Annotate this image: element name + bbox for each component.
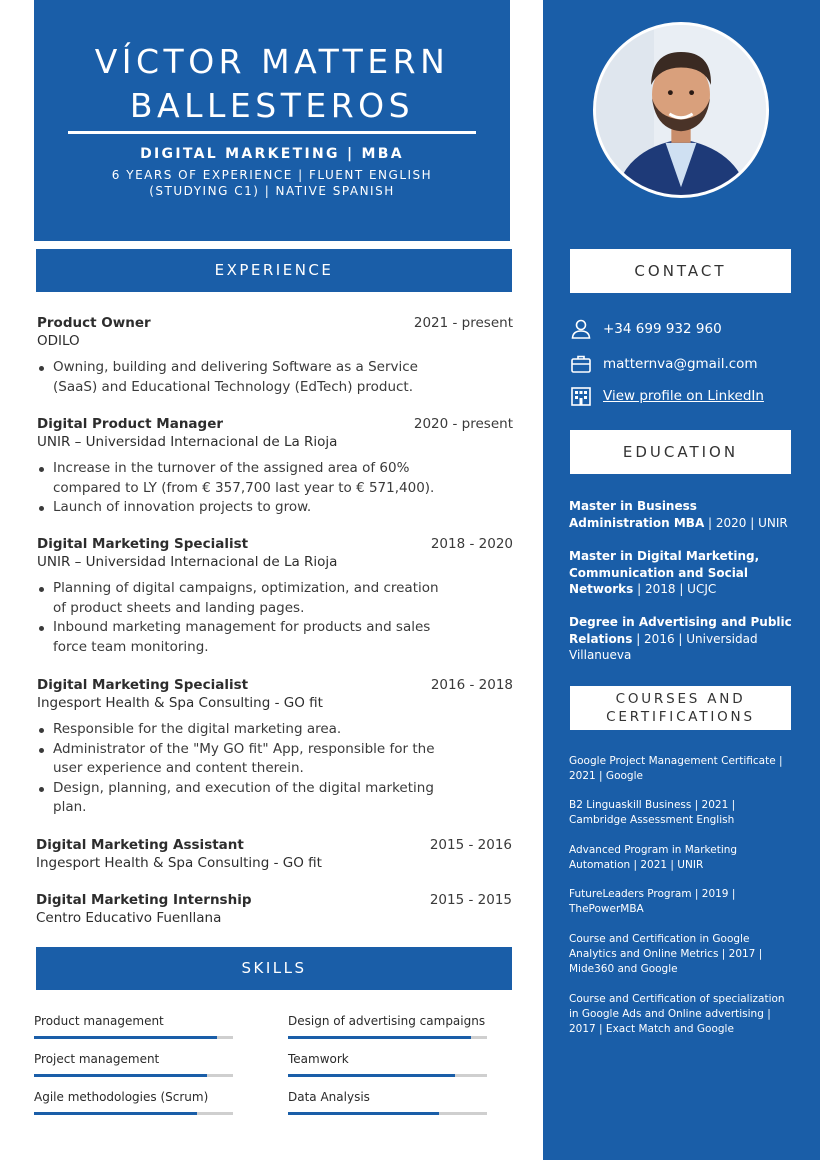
job-bullet: Planning of digital campaigns, optimization, and creation of product sheets and landing pages.: [37, 579, 447, 618]
course-item: Course and Certification of specialization in Google Ads and Online advertising | 2017 | Exact Match and Google: [569, 993, 785, 1035]
name-line-2: BALLESTEROS: [129, 86, 415, 125]
skill-bar-track: [288, 1074, 487, 1077]
job-date: 2020 - present: [413, 416, 513, 432]
job-organization: UNIR – Universidad Internacional de La Rioja: [37, 434, 338, 450]
degree-title: Degree in Advertising and Public Relations: [569, 615, 792, 646]
user-icon: [570, 318, 592, 340]
job-bullet: Launch of innovation projects to grow.: [37, 498, 447, 518]
skill-label: Project management: [34, 1052, 160, 1066]
experience-item: [37, 416, 513, 518]
skill-bar-track: [288, 1036, 487, 1039]
course-item: Advanced Program in Marketing Automation | 2021 | UNIR: [569, 844, 738, 871]
job-title: Digital Marketing Specialist: [37, 677, 249, 693]
skill-bar-track: [34, 1112, 233, 1115]
candidate-name: [34, 40, 510, 128]
job-title: Digital Product Manager: [37, 416, 224, 432]
job-organization: Centro Educativo Fuenllana: [36, 910, 222, 926]
job-title: Digital Marketing Internship: [36, 892, 252, 908]
degree-title: Master in Business Administration MBA: [569, 499, 705, 530]
skill-bar-fill: [34, 1036, 217, 1039]
skill-label: Data Analysis: [288, 1090, 370, 1104]
experience-item: [36, 837, 512, 871]
job-bullet: Increase in the turnover of the assigned area of 60% compared to LY (from € 357,700 last year to € 571,400).: [37, 459, 447, 498]
education-item: [569, 548, 794, 598]
job-title: Digital Marketing Specialist: [37, 536, 249, 552]
name-line-1: VÍCTOR MATTERN: [94, 42, 450, 81]
building-icon: [570, 385, 592, 407]
job-bullet: Administrator of the "My GO fit" App, responsible for the user experience and content therein.: [37, 740, 447, 779]
job-organization: Ingesport Health & Spa Consulting - GO fit: [37, 695, 323, 711]
job-date: 2021 - present: [413, 315, 513, 331]
header-divider: [68, 131, 476, 134]
skill-item: [288, 1052, 487, 1066]
skill-bar-fill: [288, 1074, 455, 1077]
headline: DIGITAL MARKETING | MBA: [140, 146, 404, 162]
skill-item: [34, 1014, 233, 1028]
linkedin-link[interactable]: View profile on LinkedIn: [603, 388, 764, 404]
job-date: 2018 - 2020: [430, 536, 513, 552]
education-heading: EDUCATION: [570, 430, 791, 474]
job-organization: Ingesport Health & Spa Consulting - GO fit: [36, 855, 322, 871]
contact-email[interactable]: [570, 353, 800, 375]
profile-photo: [593, 22, 769, 198]
job-bullet: Responsible for the digital marketing area.: [37, 720, 447, 740]
portrait-illustration: [596, 25, 766, 195]
skill-bar-fill: [34, 1074, 207, 1077]
skill-label: Design of advertising campaigns: [288, 1014, 486, 1028]
job-organization: ODILO: [37, 333, 80, 349]
phone-number: +34 699 932 960: [603, 321, 722, 337]
courses-heading: COURSES AND CERTIFICATIONS: [570, 686, 791, 730]
contact-heading: CONTACT: [570, 249, 791, 293]
job-bullet: Inbound marketing management for products and sales force team monitoring.: [37, 618, 447, 657]
skill-bar-track: [288, 1112, 487, 1115]
degree-details: | 2018 | UCJC: [633, 582, 717, 596]
experience-item: [37, 677, 513, 818]
job-organization: UNIR – Universidad Internacional de La Rioja: [37, 554, 338, 570]
skill-item: [288, 1090, 487, 1104]
course-item: FutureLeaders Program | 2019 | ThePowerMBA: [569, 888, 736, 915]
skill-bar-fill: [288, 1112, 439, 1115]
education-item: [569, 614, 794, 664]
job-bullet: Design, planning, and execution of the digital marketing plan.: [37, 779, 447, 818]
skill-label: Product management: [34, 1014, 164, 1028]
email-address[interactable]: matternva@gmail.com: [603, 356, 758, 372]
degree-details: | 2016 | Universidad Villanueva: [569, 631, 758, 662]
course-item: Course and Certification in Google Analytics and Online Metrics | 2017 | Mide360 and Google: [569, 933, 763, 975]
job-bullets: [37, 459, 513, 518]
job-title: Digital Marketing Assistant: [36, 837, 244, 853]
course-item: Google Project Management Certificate | 2021 | Google: [569, 755, 783, 782]
job-date: 2016 - 2018: [430, 677, 513, 693]
experience-item: [36, 892, 512, 926]
skill-item: [34, 1052, 233, 1066]
skill-bar-track: [34, 1074, 233, 1077]
briefcase-icon: [570, 353, 592, 375]
course-item: B2 Linguaskill Business | 2021 | Cambridge Assessment English: [569, 799, 736, 826]
skill-item: [288, 1014, 487, 1028]
education-item: [569, 498, 794, 531]
contact-linkedin[interactable]: [570, 385, 800, 407]
contact-phone: [570, 318, 800, 340]
skill-bar-track: [34, 1036, 233, 1039]
subheadline: 6 YEARS OF EXPERIENCE | FLUENT ENGLISH (STUDYING C1) | NATIVE SPANISH: [111, 168, 433, 198]
job-bullets: [37, 358, 513, 397]
job-date: 2015 - 2015: [429, 892, 512, 908]
experience-heading: EXPERIENCE: [36, 249, 512, 292]
job-bullets: [37, 579, 513, 657]
skill-item: [34, 1090, 233, 1104]
degree-details: | 2020 | UNIR: [704, 515, 788, 530]
degree-title: Master in Digital Marketing, Communication and Social Networks: [569, 549, 760, 596]
experience-item: [37, 536, 513, 657]
job-bullet: Owning, building and delivering Software as a Service (SaaS) and Educational Technology (EdTech) product.: [37, 358, 447, 397]
job-title: Product Owner: [37, 315, 151, 331]
job-bullets: [37, 720, 513, 818]
skill-bar-fill: [288, 1036, 471, 1039]
resume-header: [34, 0, 510, 241]
experience-item: [37, 315, 513, 397]
job-date: 2015 - 2016: [429, 837, 512, 853]
skill-label: Teamwork: [288, 1052, 349, 1066]
skill-bar-fill: [34, 1112, 197, 1115]
skills-heading: SKILLS: [36, 947, 512, 990]
skill-label: Agile methodologies (Scrum): [34, 1090, 209, 1104]
